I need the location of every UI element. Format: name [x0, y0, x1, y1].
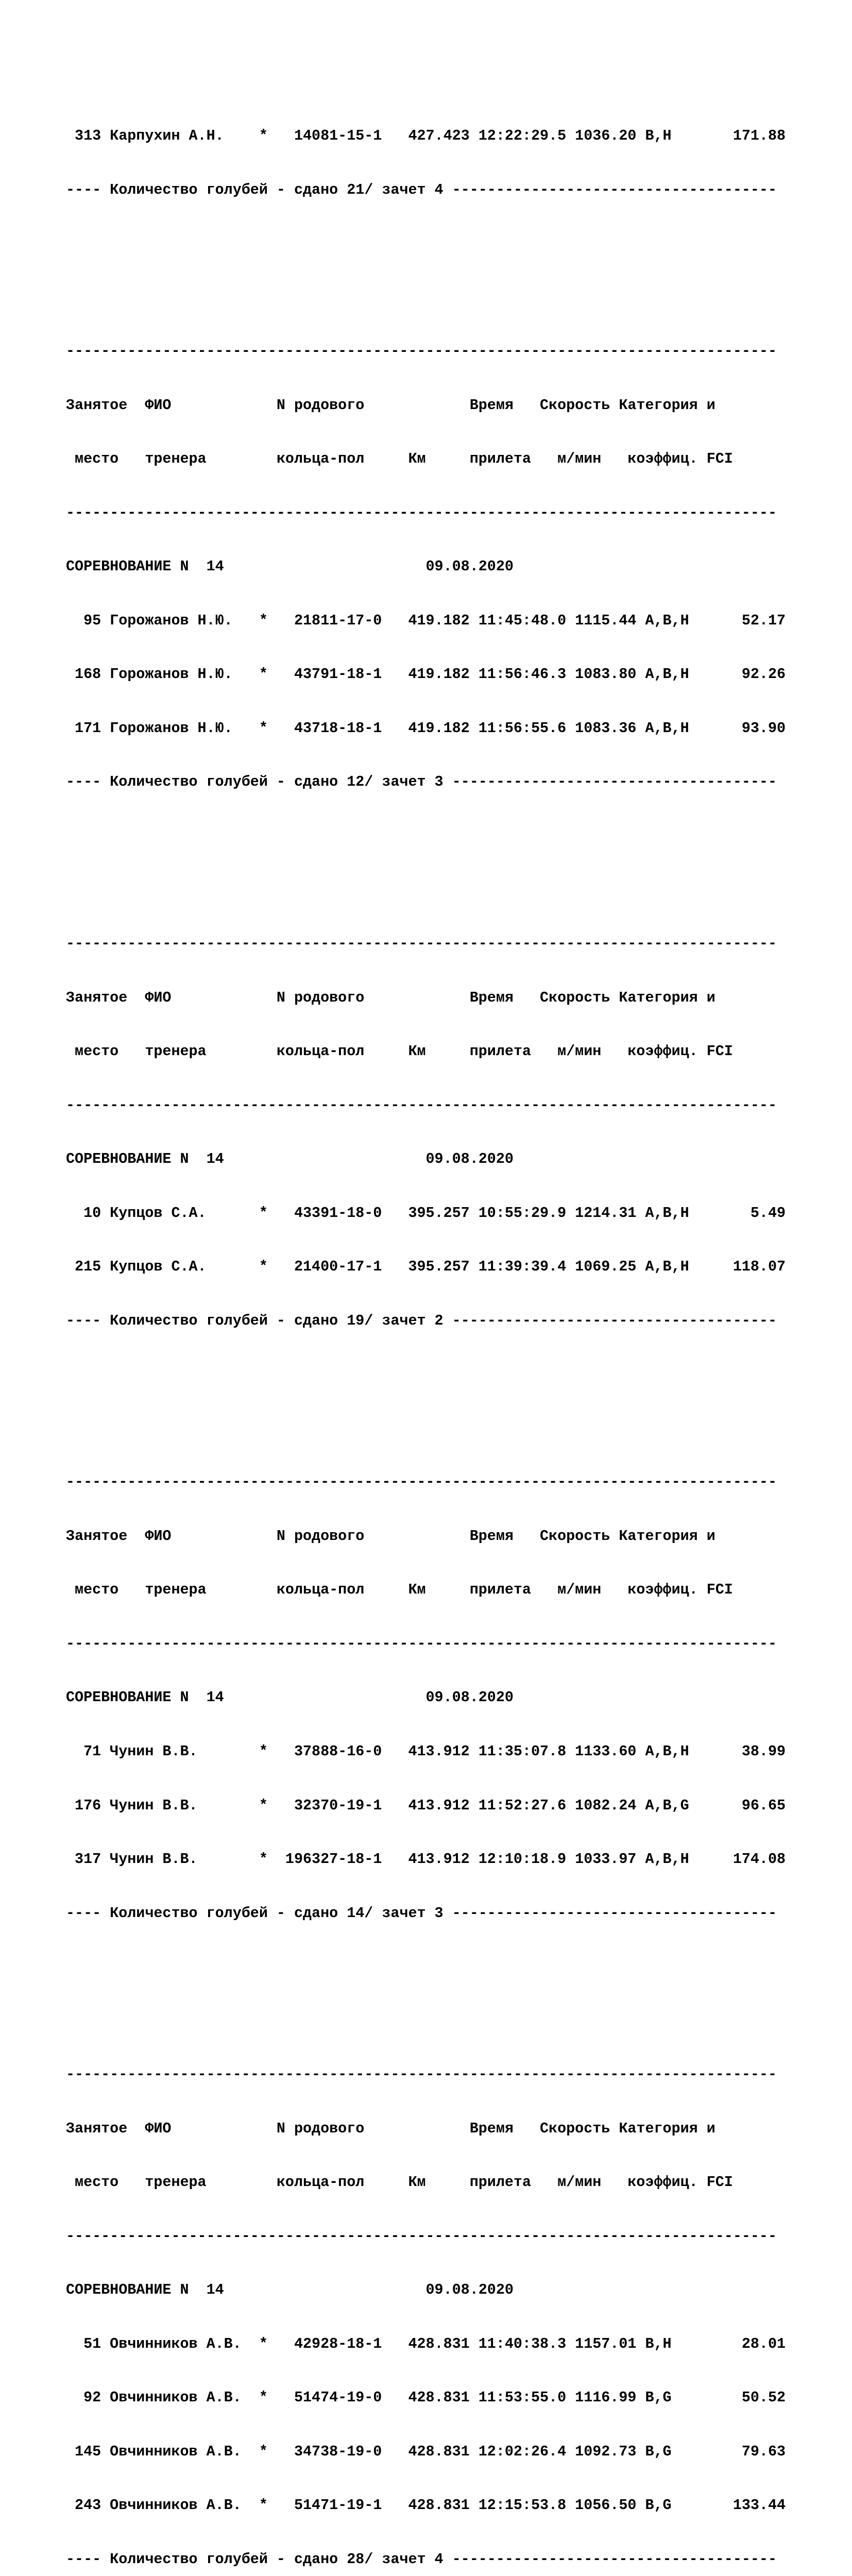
result-row: 95 Горожанов Н.Ю. * 21811-17-0 419.182 11:45:48.0 1115.44 A,B,H 52.17	[66, 612, 839, 630]
result-row: 51 Овчинников А.В. * 42928-18-1 428.831 11:40:38.3 1157.01 B,H 28.01	[66, 2335, 839, 2353]
race-results-document	[66, 20, 839, 2576]
result-row: 176 Чунин В.В. * 32370-19-1 413.912 11:52:27.6 1082.24 A,B,G 96.65	[66, 1797, 839, 1815]
result-block	[66, 1438, 839, 1958]
separator-line: ---------------------------------------------------------------------------------	[66, 2066, 839, 2084]
separator-line: ---------------------------------------------------------------------------------	[66, 504, 839, 522]
column-header-line-1: Занятое ФИО N родового Время Скорость Категория и	[66, 1528, 839, 1546]
separator-line: ---------------------------------------------------------------------------------	[66, 343, 839, 361]
result-row: 171 Горожанов Н.Ю. * 43718-18-1 419.182 11:56:55.6 1083.36 A,B,H 93.90	[66, 720, 839, 738]
column-header-line-2: место тренера кольца-пол Км прилета м/мин коэффиц. FCI	[66, 1581, 839, 1599]
block-summary: ---- Количество голубей - сдано 12/ зачет 3 -------------------------------------	[66, 773, 839, 791]
block-summary: ---- Количество голубей - сдано 19/ зачет 2 -------------------------------------	[66, 1312, 839, 1330]
result-row: 243 Овчинников А.В. * 51471-19-1 428.831 12:15:53.8 1056.50 B,G 133.44	[66, 2497, 839, 2515]
result-row: 317 Чунин В.В. * 196327-18-1 413.912 12:10:18.9 1033.97 A,B,H 174.08	[66, 1851, 839, 1869]
competition-title: СОРЕВНОВАНИЕ N 14 09.08.2020	[66, 1689, 839, 1707]
separator-line: ---------------------------------------------------------------------------------	[66, 1635, 839, 1653]
result-row: 92 Овчинников А.В. * 51474-19-0 428.831 11:53:55.0 1116.99 B,G 50.52	[66, 2389, 839, 2407]
block-summary: ---- Количество голубей - сдано 21/ зачет 4 -------------------------------------	[66, 181, 839, 199]
column-header-line-2: место тренера кольца-пол Км прилета м/мин коэффиц. FCI	[66, 1043, 839, 1061]
separator-line: ---------------------------------------------------------------------------------	[66, 2228, 839, 2246]
competition-title: СОРЕВНОВАНИЕ N 14 09.08.2020	[66, 1150, 839, 1168]
competition-title: СОРЕВНОВАНИЕ N 14 09.08.2020	[66, 2281, 839, 2299]
result-row: 71 Чунин В.В. * 37888-16-0 413.912 11:35:07.8 1133.60 A,B,H 38.99	[66, 1743, 839, 1761]
result-block	[66, 91, 839, 235]
competition-title: СОРЕВНОВАНИЕ N 14 09.08.2020	[66, 558, 839, 576]
result-row: 145 Овчинников А.В. * 34738-19-0 428.831 12:02:26.4 1092.73 B,G 79.63	[66, 2443, 839, 2461]
result-row: 10 Купцов С.А. * 43391-18-0 395.257 10:55:29.9 1214.31 A,B,H 5.49	[66, 1205, 839, 1223]
separator-line: ---------------------------------------------------------------------------------	[66, 1473, 839, 1492]
column-header-line-1: Занятое ФИО N родового Время Скорость Категория и	[66, 397, 839, 415]
block-summary: ---- Количество голубей - сдано 28/ зачет 4 -------------------------------------	[66, 2551, 839, 2569]
column-header-line-2: место тренера кольца-пол Км прилета м/мин коэффиц. FCI	[66, 450, 839, 468]
result-block	[66, 307, 839, 827]
column-header-line-2: место тренера кольца-пол Км прилета м/мин коэффиц. FCI	[66, 2174, 839, 2192]
result-block	[66, 899, 839, 1366]
block-summary: ---- Количество голубей - сдано 14/ зачет 3 -------------------------------------	[66, 1905, 839, 1923]
column-header-line-1: Занятое ФИО N родового Время Скорость Категория и	[66, 989, 839, 1007]
separator-line: ---------------------------------------------------------------------------------	[66, 1097, 839, 1115]
column-header-line-1: Занятое ФИО N родового Время Скорость Категория и	[66, 2120, 839, 2138]
result-row: 313 Карпухин А.Н. * 14081-15-1 427.423 12:22:29.5 1036.20 B,H 171.88	[66, 127, 839, 145]
result-block	[66, 2030, 839, 2576]
result-row: 168 Горожанов Н.Ю. * 43791-18-1 419.182 11:56:46.3 1083.80 A,B,H 92.26	[66, 666, 839, 684]
separator-line: ---------------------------------------------------------------------------------	[66, 935, 839, 953]
result-row: 215 Купцов С.А. * 21400-17-1 395.257 11:39:39.4 1069.25 A,B,H 118.07	[66, 1258, 839, 1276]
